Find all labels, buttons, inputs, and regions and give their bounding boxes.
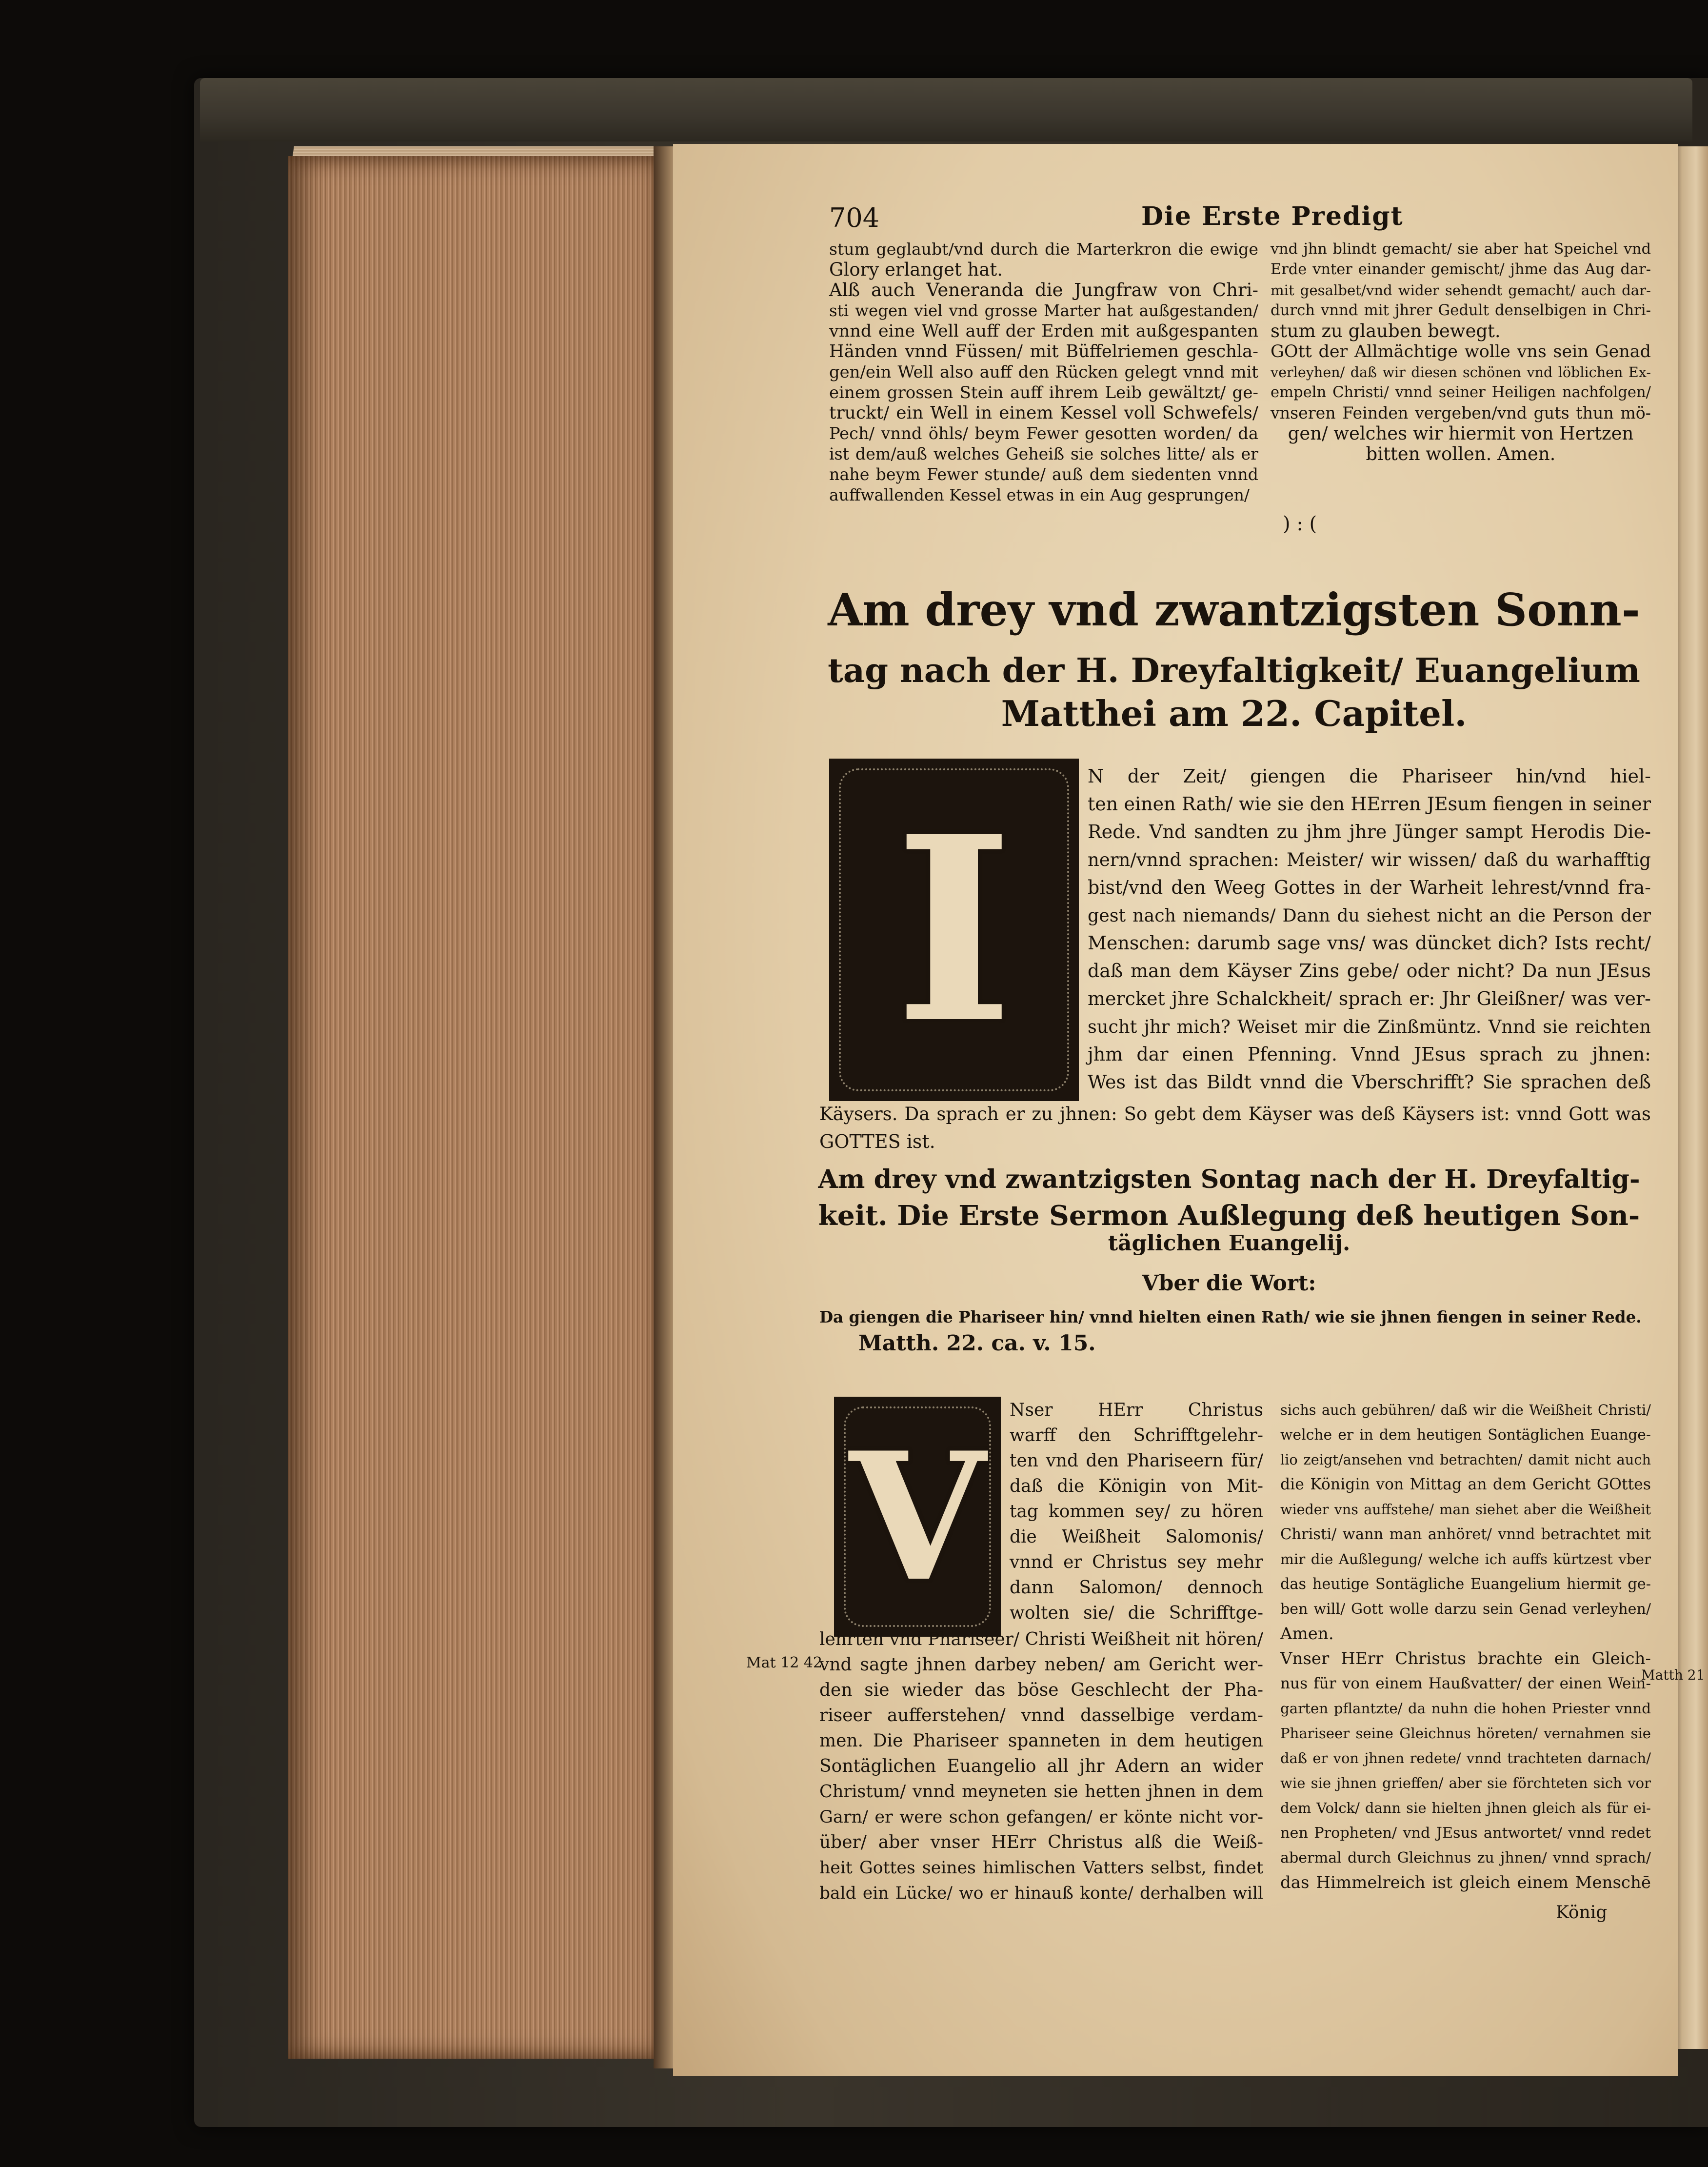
text-line: gen/ein Well also auff den Rücken gelegt vnnd mit: [829, 362, 1258, 381]
text-line: vnd sagte jhnen darbey neben/ am Gericht wer-: [819, 1655, 1263, 1675]
text-line: jhm dar einen Pfenning. Vnnd JEsus sprach zu jhnen:: [1088, 1043, 1651, 1065]
decorated-initial: V: [834, 1397, 1001, 1637]
text-line: ben will/ Gott wolle darzu sein Genad verleyhen/: [1280, 1601, 1651, 1618]
text-line: Menschen: darumb sage vns/ was düncket dich? Ists recht/: [1088, 932, 1651, 954]
text-line: Garn/ er were schon gefangen/ er könte nicht vor-: [819, 1807, 1263, 1827]
text-line: ist dem/auß welches Geheiß sie solches litte/ als er: [829, 444, 1258, 463]
sermon-heading-line: Am drey vnd zwantzigsten Sontag nach der H. Dreyfaltig-: [818, 1164, 1640, 1194]
sermon-heading-line: keit. Die Erste Sermon Außlegung deß heutigen Son-: [818, 1200, 1640, 1232]
text-line: nern/vnnd sprachen: Meister/ wir wissen/ daß du warhafftig: [1088, 849, 1651, 870]
text-line: die Königin von Mittag an dem Gericht GOttes: [1280, 1476, 1651, 1493]
text-line: tag kommen sey/ zu hören: [1010, 1502, 1263, 1522]
text-line: durch vnnd mit jhrer Gedult denselbigen in Chri-: [1271, 302, 1651, 319]
bible-verse: [819, 1304, 1658, 1357]
text-line: Wes ist das Bildt vnnd die Vberschrifft? Sie sprachen deß: [1088, 1071, 1651, 1093]
page-number: 704: [829, 202, 880, 233]
text-line: ten einen Rath/ wie sie den HErren JEsum fiengen in seiner: [1088, 793, 1651, 815]
sermon-right-column: [1280, 1398, 1651, 1895]
text-line: sucht jhr mich? Weiset mir die Zinßmüntz. Vnnd sie reichten: [1088, 1016, 1651, 1037]
text-line: über/ aber vnser HErr Christus alß die Weiß-: [819, 1832, 1263, 1852]
text-line: einem grossen Stein auff ihrem Leib gewältzt/ ge-: [829, 383, 1258, 402]
ornament: ) : (: [1283, 513, 1317, 535]
text-line: mir die Außlegung/ welche ich auffs kürtzest vber: [1280, 1551, 1651, 1567]
verse-line: Da giengen die Phariseer hin/ vnnd hielten einen Rath/ wie sie jhnen fiengen in seiner Rede.: [819, 1308, 1642, 1326]
page-edges: [288, 156, 663, 2059]
text-line: den sie wieder das böse Geschlecht der Pha-: [819, 1680, 1263, 1700]
text-line: welche er in dem heutigen Sontäglichen Euange-: [1280, 1426, 1651, 1444]
text-line: warff den Schrifftgelehr-: [1010, 1425, 1263, 1445]
text-line: vnd jhn blindt gemacht/ sie aber hat Speichel vnd: [1271, 241, 1651, 258]
sermon-left-column-continued: [819, 1627, 1263, 1906]
text-line: Rede. Vnd sandten zu jhm jhre Jünger sampt Herodis Die-: [1088, 821, 1651, 843]
gospel-text-continued: [819, 1100, 1651, 1156]
text-line: stum geglaubt/vnd durch die Marterkron die ewige: [829, 240, 1258, 259]
text-line: N der Zeit/ giengen die Phariseer hin/vnd hiel-: [1088, 765, 1651, 787]
text-line: vnseren Feinden vergeben/vnd guts thun mö-: [1271, 403, 1651, 422]
text-line: Christi/ wann man anhöret/ vnnd betrachtet mit: [1280, 1526, 1651, 1543]
text-line: riseer aufferstehen/ vnnd dasselbige verdam-: [819, 1706, 1263, 1726]
text-line: bald ein Lücke/ wo er hinauß konte/ derhalben will: [819, 1884, 1263, 1903]
text-line: die Weißheit Salomonis/: [1010, 1527, 1263, 1547]
text-line: GOTTES ist.: [819, 1131, 935, 1152]
text-line: bist/vnd den Weeg Gottes in der Warheit lehrest/vnnd fra-: [1088, 877, 1651, 898]
text-line: sichs auch gebühren/ daß wir die Weißheit Christi/: [1280, 1402, 1651, 1418]
text-line: Amen.: [1280, 1624, 1334, 1644]
text-line: sti wegen viel vnd grosse Marter hat außgestanden/: [829, 301, 1258, 320]
text-line: Händen vnnd Füssen/ mit Büffelriemen geschla-: [829, 341, 1258, 361]
text-line: Phariseer seine Gleichnus höreten/ vernahmen sie: [1280, 1725, 1651, 1742]
marginal-note: Mat 12 42: [746, 1654, 823, 1671]
text-line: nahe beym Fewer stunde/ auß dem siedenten vnnd: [829, 465, 1258, 484]
text-line: dem Volck/ dann sie hielten jhnen gleich als für ei-: [1280, 1800, 1651, 1816]
sermon-left-column: [1010, 1398, 1263, 1626]
text-line: Käysers. Da sprach er zu jhnen: So gebt dem Käyser was deß Käysers ist: vnnd Gott was: [819, 1104, 1651, 1124]
text-line: Glory erlanget hat.: [829, 259, 1003, 280]
text-line: men. Die Phariseer spanneten in dem heutigen: [819, 1731, 1263, 1751]
text-line: lehrten vnd Phariseer/ Christi Weißheit nit hören/: [819, 1629, 1263, 1649]
text-line: GOtt der Allmächtige wolle vns sein Genad: [1271, 342, 1651, 361]
catchword: König: [1556, 1903, 1608, 1923]
verse-reference: Matth. 22. ca. v. 15.: [858, 1331, 1096, 1356]
text-line: lio zeigt/ansehen vnd betrachten/ damit nicht auch: [1280, 1451, 1651, 1468]
text-line: heit Gottes seines himlischen Vatters selbst, findet: [819, 1858, 1263, 1878]
text-line: empeln Christi/ vnnd seiner Heiligen nachfolgen/: [1271, 384, 1651, 401]
text-line: gen/ welches wir hiermit von Hertzen: [1288, 423, 1634, 444]
text-line: auffwallenden Kessel etwas in ein Aug gesprungen/: [829, 485, 1250, 504]
text-line: vnnd er Christus sey mehr: [1010, 1552, 1263, 1572]
text-line: daß die Königin von Mit-: [1010, 1476, 1263, 1496]
marginal-note: Matth 21: [1641, 1667, 1705, 1683]
text-line: wie sie jhnen grieffen/ aber sie förchteten sich vor: [1280, 1775, 1651, 1791]
top-left-column: [829, 239, 1258, 505]
text-line: Vnser HErr Christus brachte ein Gleich-: [1280, 1649, 1651, 1668]
text-line: truckt/ ein Well in einem Kessel voll Schwefels/: [829, 403, 1258, 423]
text-line: abermal durch Gleichnus zu jhnen/ vnnd sprach/: [1280, 1849, 1651, 1866]
text-line: ten vnd den Phariseern für/: [1010, 1451, 1263, 1471]
text-line: verleyhen/ daß wir diesen schönen vnd löblichen Ex-: [1271, 364, 1651, 381]
text-line: wolten sie/ die Schrifftge-: [1010, 1603, 1263, 1623]
text-line: Nser HErr Christus: [1010, 1400, 1263, 1420]
text-line: wieder vns auffstehe/ man siehet aber die Weißheit: [1280, 1501, 1651, 1518]
gospel-text: [1088, 762, 1651, 1096]
text-line: das Himmelreich ist gleich einem Menschē: [1280, 1873, 1651, 1892]
text-line: Alß auch Veneranda die Jungfraw von Chri-: [829, 280, 1258, 301]
running-title: Die Erste Predigt: [1141, 201, 1404, 231]
sermon-heading-line: täglichen Euangelij.: [1108, 1231, 1351, 1256]
cover-top-edge: [200, 78, 1692, 141]
text-line: dann Salomon/ dennoch: [1010, 1578, 1263, 1598]
text-line: Erde vnter einander gemischt/ jhme das Aug dar-: [1271, 261, 1651, 278]
text-line: nus für von einem Haußvatter/ der einen Wein-: [1280, 1675, 1651, 1692]
text-line: vnnd eine Well auff der Erden mit außgespanten: [829, 321, 1258, 341]
text-line: garten pflantzte/ da nuhn die hohen Priester vnnd: [1280, 1700, 1651, 1717]
top-right-column: [1271, 239, 1651, 464]
text-line: bitten wollen. Amen.: [1366, 443, 1556, 464]
text-line: Sontäglichen Euangelio all jhr Adern an wider: [819, 1756, 1263, 1776]
decorated-initial: I: [829, 759, 1079, 1101]
text-line: mit gesalbet/vnd wider sehendt gemacht/ auch dar-: [1271, 282, 1651, 299]
text-line: Pech/ vnnd öhls/ beym Fewer gesotten worden/ da: [829, 424, 1258, 443]
text-line: stum zu glauben bewegt.: [1271, 321, 1501, 341]
text-line: gest nach niemands/ Dann du siehest nicht an die Person der: [1088, 905, 1651, 926]
main-heading-line: tag nach der H. Dreyfaltigkeit/ Euangelium: [828, 651, 1640, 690]
text-line: mercket jhre Schalckheit/ sprach er: Jhr Gleißner/ was ver-: [1088, 988, 1651, 1009]
text-line: nen Propheten/ vnd JEsus antwortet/ vnnd redet: [1280, 1825, 1651, 1842]
book-page: [673, 144, 1705, 2076]
text-line: Christum/ vnnd meyneten sie hetten jhnen in dem: [819, 1782, 1263, 1802]
main-heading-line: Am drey vnd zwantzigsten Sonn-: [828, 583, 1640, 636]
main-heading-line: Matthei am 22. Capitel.: [1001, 693, 1467, 734]
text-line: das heutige Sontägliche Euangelium hiermit ge-: [1280, 1576, 1651, 1593]
vber-die-wort: Vber die Wort:: [1142, 1271, 1316, 1296]
text-line: daß er von jhnen redete/ vnnd trachteten darnach/: [1280, 1750, 1651, 1766]
text-line: daß man dem Käyser Zins gebe/ oder nicht? Da nun JEsus: [1088, 960, 1651, 982]
